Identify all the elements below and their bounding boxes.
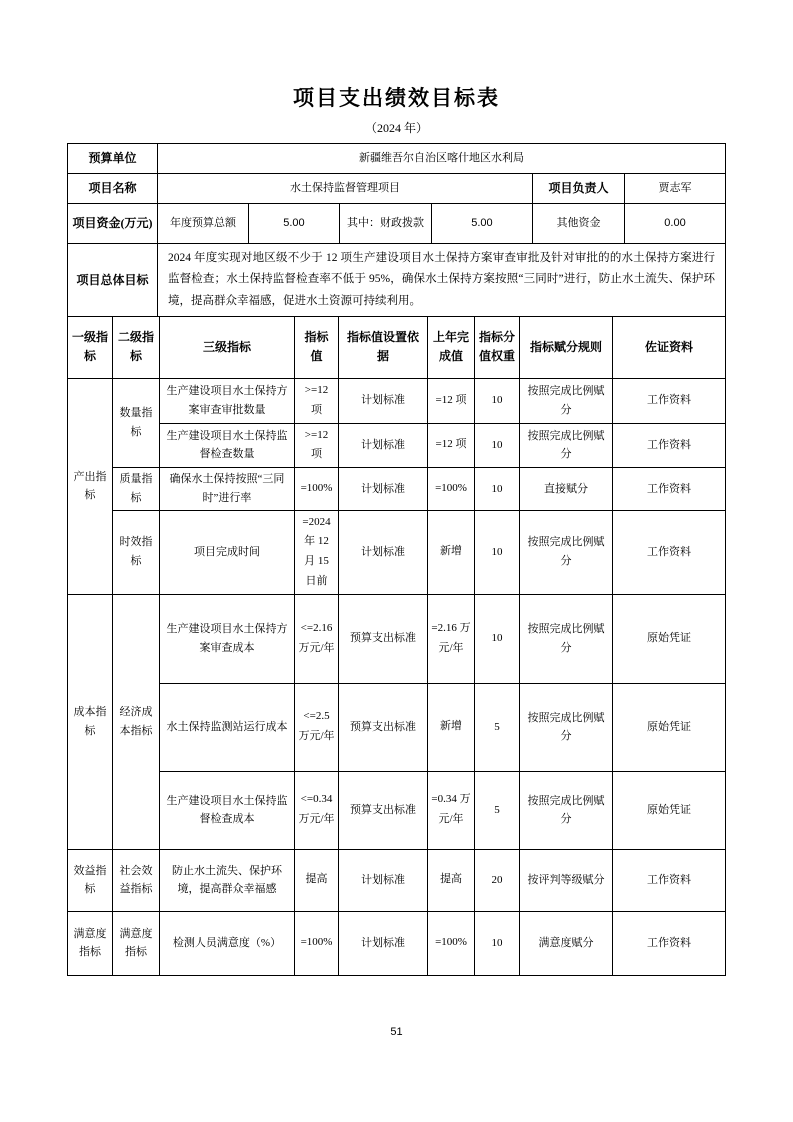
budget-unit-value: 新疆维吾尔自治区喀什地区水利局 — [157, 144, 725, 174]
evidence-cell: 工作资料 — [613, 378, 726, 423]
evidence-cell: 原始凭证 — [613, 594, 726, 683]
value-basis-cell: 计划标准 — [339, 378, 428, 423]
weight-cell: 5 — [475, 771, 520, 849]
value-basis-cell: 预算支出标准 — [339, 594, 428, 683]
level3-indicator-cell: 生产建设项目水土保持监督检查数量 — [160, 423, 295, 468]
header-level3-indicator: 三级指标 — [160, 316, 295, 378]
table-row — [68, 849, 726, 911]
evidence-cell: 工作资料 — [613, 510, 726, 594]
performance-indicator-table — [67, 316, 726, 976]
other-funds-label: 其他资金 — [532, 204, 624, 244]
fiscal-allocation-label: 其中：财政拨款 — [339, 204, 431, 244]
overall-goal-row — [67, 244, 725, 317]
level3-indicator-cell: 检测人员满意度（%） — [160, 911, 295, 975]
prev-year-cell: 新增 — [428, 510, 475, 594]
header-prev-year-value: 上年完成值 — [428, 316, 475, 378]
project-info-table — [67, 143, 726, 317]
scoring-rule-cell: 按照完成比例赋分 — [520, 378, 613, 423]
project-leader-label: 项目负责人 — [532, 174, 624, 204]
level1-indicator-cell: 效益指标 — [68, 849, 113, 911]
indicator-value-cell: >=12 项 — [295, 423, 339, 468]
scoring-rule-cell: 直接赋分 — [520, 468, 613, 510]
evidence-cell: 工作资料 — [613, 911, 726, 975]
annual-budget-label: 年度预算总额 — [157, 204, 248, 244]
header-level1-indicator: 一级指标 — [68, 316, 113, 378]
header-evidence: 佐证资料 — [613, 316, 726, 378]
table-row — [68, 468, 726, 510]
indicator-value-cell: =100% — [295, 911, 339, 975]
project-funds-label: 项目资金(万元) — [67, 204, 157, 244]
budget-unit-row — [67, 144, 725, 174]
weight-cell: 10 — [475, 423, 520, 468]
table-row — [68, 594, 726, 683]
weight-cell: 10 — [475, 510, 520, 594]
header-weight: 指标分值权重 — [475, 316, 520, 378]
indicator-value-cell: <=0.34 万元/年 — [295, 771, 339, 849]
header-value-basis: 指标值设置依据 — [339, 316, 428, 378]
indicator-value-cell: =2024 年 12 月 15 日前 — [295, 510, 339, 594]
indicator-value-cell: <=2.5 万元/年 — [295, 683, 339, 771]
scoring-rule-cell: 满意度赋分 — [520, 911, 613, 975]
value-basis-cell: 计划标准 — [339, 849, 428, 911]
scoring-rule-cell: 按照完成比例赋分 — [520, 510, 613, 594]
level2-indicator-cell: 经济成本指标 — [113, 594, 160, 849]
level3-indicator-cell: 生产建设项目水土保持监督检查成本 — [160, 771, 295, 849]
prev-year-cell: =0.34 万元/年 — [428, 771, 475, 849]
level2-indicator-cell: 质量指标 — [113, 468, 160, 510]
weight-cell: 10 — [475, 468, 520, 510]
evidence-cell: 工作资料 — [613, 468, 726, 510]
scoring-rule-cell: 按照完成比例赋分 — [520, 594, 613, 683]
project-funds-row — [67, 204, 725, 244]
evidence-cell: 工作资料 — [613, 423, 726, 468]
indicator-value-cell: 提高 — [295, 849, 339, 911]
level3-indicator-cell: 水土保持监测站运行成本 — [160, 683, 295, 771]
header-scoring-rule: 指标赋分规则 — [520, 316, 613, 378]
page-number: 51 — [390, 1026, 403, 1038]
annual-budget-value: 5.00 — [248, 204, 339, 244]
fiscal-allocation-value: 5.00 — [431, 204, 532, 244]
prev-year-cell: =2.16 万元/年 — [428, 594, 475, 683]
table-row — [68, 378, 726, 423]
project-name-value: 水土保持监督管理项目 — [157, 174, 532, 204]
value-basis-cell: 预算支出标准 — [339, 683, 428, 771]
scoring-rule-cell: 按照完成比例赋分 — [520, 771, 613, 849]
project-leader-value: 贾志军 — [624, 174, 725, 204]
value-basis-cell: 计划标准 — [339, 468, 428, 510]
budget-unit-label: 预算单位 — [67, 144, 157, 174]
table-row — [68, 683, 726, 771]
level2-indicator-cell: 社会效益指标 — [113, 849, 160, 911]
level3-indicator-cell: 生产建设项目水土保持方案审查审批数量 — [160, 378, 295, 423]
prev-year-cell: =100% — [428, 468, 475, 510]
prev-year-cell: 提高 — [428, 849, 475, 911]
header-indicator-value: 指标值 — [295, 316, 339, 378]
evidence-cell: 原始凭证 — [613, 683, 726, 771]
level1-indicator-cell: 产出指标 — [68, 378, 113, 594]
table-row — [68, 911, 726, 975]
weight-cell: 20 — [475, 849, 520, 911]
project-name-row — [67, 174, 725, 204]
level2-indicator-cell: 时效指标 — [113, 510, 160, 594]
level2-indicator-cell: 满意度指标 — [113, 911, 160, 975]
value-basis-cell: 计划标准 — [339, 911, 428, 975]
level1-indicator-cell: 成本指标 — [68, 594, 113, 849]
prev-year-cell: =100% — [428, 911, 475, 975]
prev-year-cell: 新增 — [428, 683, 475, 771]
table-row — [68, 771, 726, 849]
table-row — [68, 423, 726, 468]
prev-year-cell: =12 项 — [428, 378, 475, 423]
level3-indicator-cell: 确保水土保持按照“三同时”进行率 — [160, 468, 295, 510]
weight-cell: 10 — [475, 378, 520, 423]
indicator-header-row — [68, 316, 726, 378]
weight-cell: 5 — [475, 683, 520, 771]
prev-year-cell: =12 项 — [428, 423, 475, 468]
indicator-value-cell: =100% — [295, 468, 339, 510]
weight-cell: 10 — [475, 594, 520, 683]
level3-indicator-cell: 项目完成时间 — [160, 510, 295, 594]
scoring-rule-cell: 按照完成比例赋分 — [520, 683, 613, 771]
scoring-rule-cell: 按照完成比例赋分 — [520, 423, 613, 468]
scoring-rule-cell: 按评判等级赋分 — [520, 849, 613, 911]
level3-indicator-cell: 防止水土流失、保护环境，提高群众幸福感 — [160, 849, 295, 911]
overall-goal-label: 项目总体目标 — [67, 244, 157, 317]
overall-goal-text: 2024 年度实现对地区级不少于 12 项生产建设项目水土保持方案审查审批及针对审批的的水土保持方案进行监督检查；水土保持监督检查率不低于 95%，确保水土保持方案按照“三同时”进行，防止水土流失、保护环境，提高群众幸福感，促进水土资源可持续利用。 — [157, 244, 725, 317]
weight-cell: 10 — [475, 911, 520, 975]
value-basis-cell: 计划标准 — [339, 510, 428, 594]
other-funds-value: 0.00 — [624, 204, 725, 244]
page-subtitle: （2024 年） — [364, 121, 428, 136]
indicator-value-cell: >=12 项 — [295, 378, 339, 423]
evidence-cell: 原始凭证 — [613, 771, 726, 849]
evidence-cell: 工作资料 — [613, 849, 726, 911]
project-name-label: 项目名称 — [67, 174, 157, 204]
header-level2-indicator: 二级指标 — [113, 316, 160, 378]
table-row — [68, 510, 726, 594]
level2-indicator-cell: 数量指标 — [113, 378, 160, 467]
value-basis-cell: 预算支出标准 — [339, 771, 428, 849]
value-basis-cell: 计划标准 — [339, 423, 428, 468]
indicator-value-cell: <=2.16 万元/年 — [295, 594, 339, 683]
page-title: 项目支出绩效目标表 — [293, 86, 500, 110]
level3-indicator-cell: 生产建设项目水土保持方案审查成本 — [160, 594, 295, 683]
level1-indicator-cell: 满意度指标 — [68, 911, 113, 975]
